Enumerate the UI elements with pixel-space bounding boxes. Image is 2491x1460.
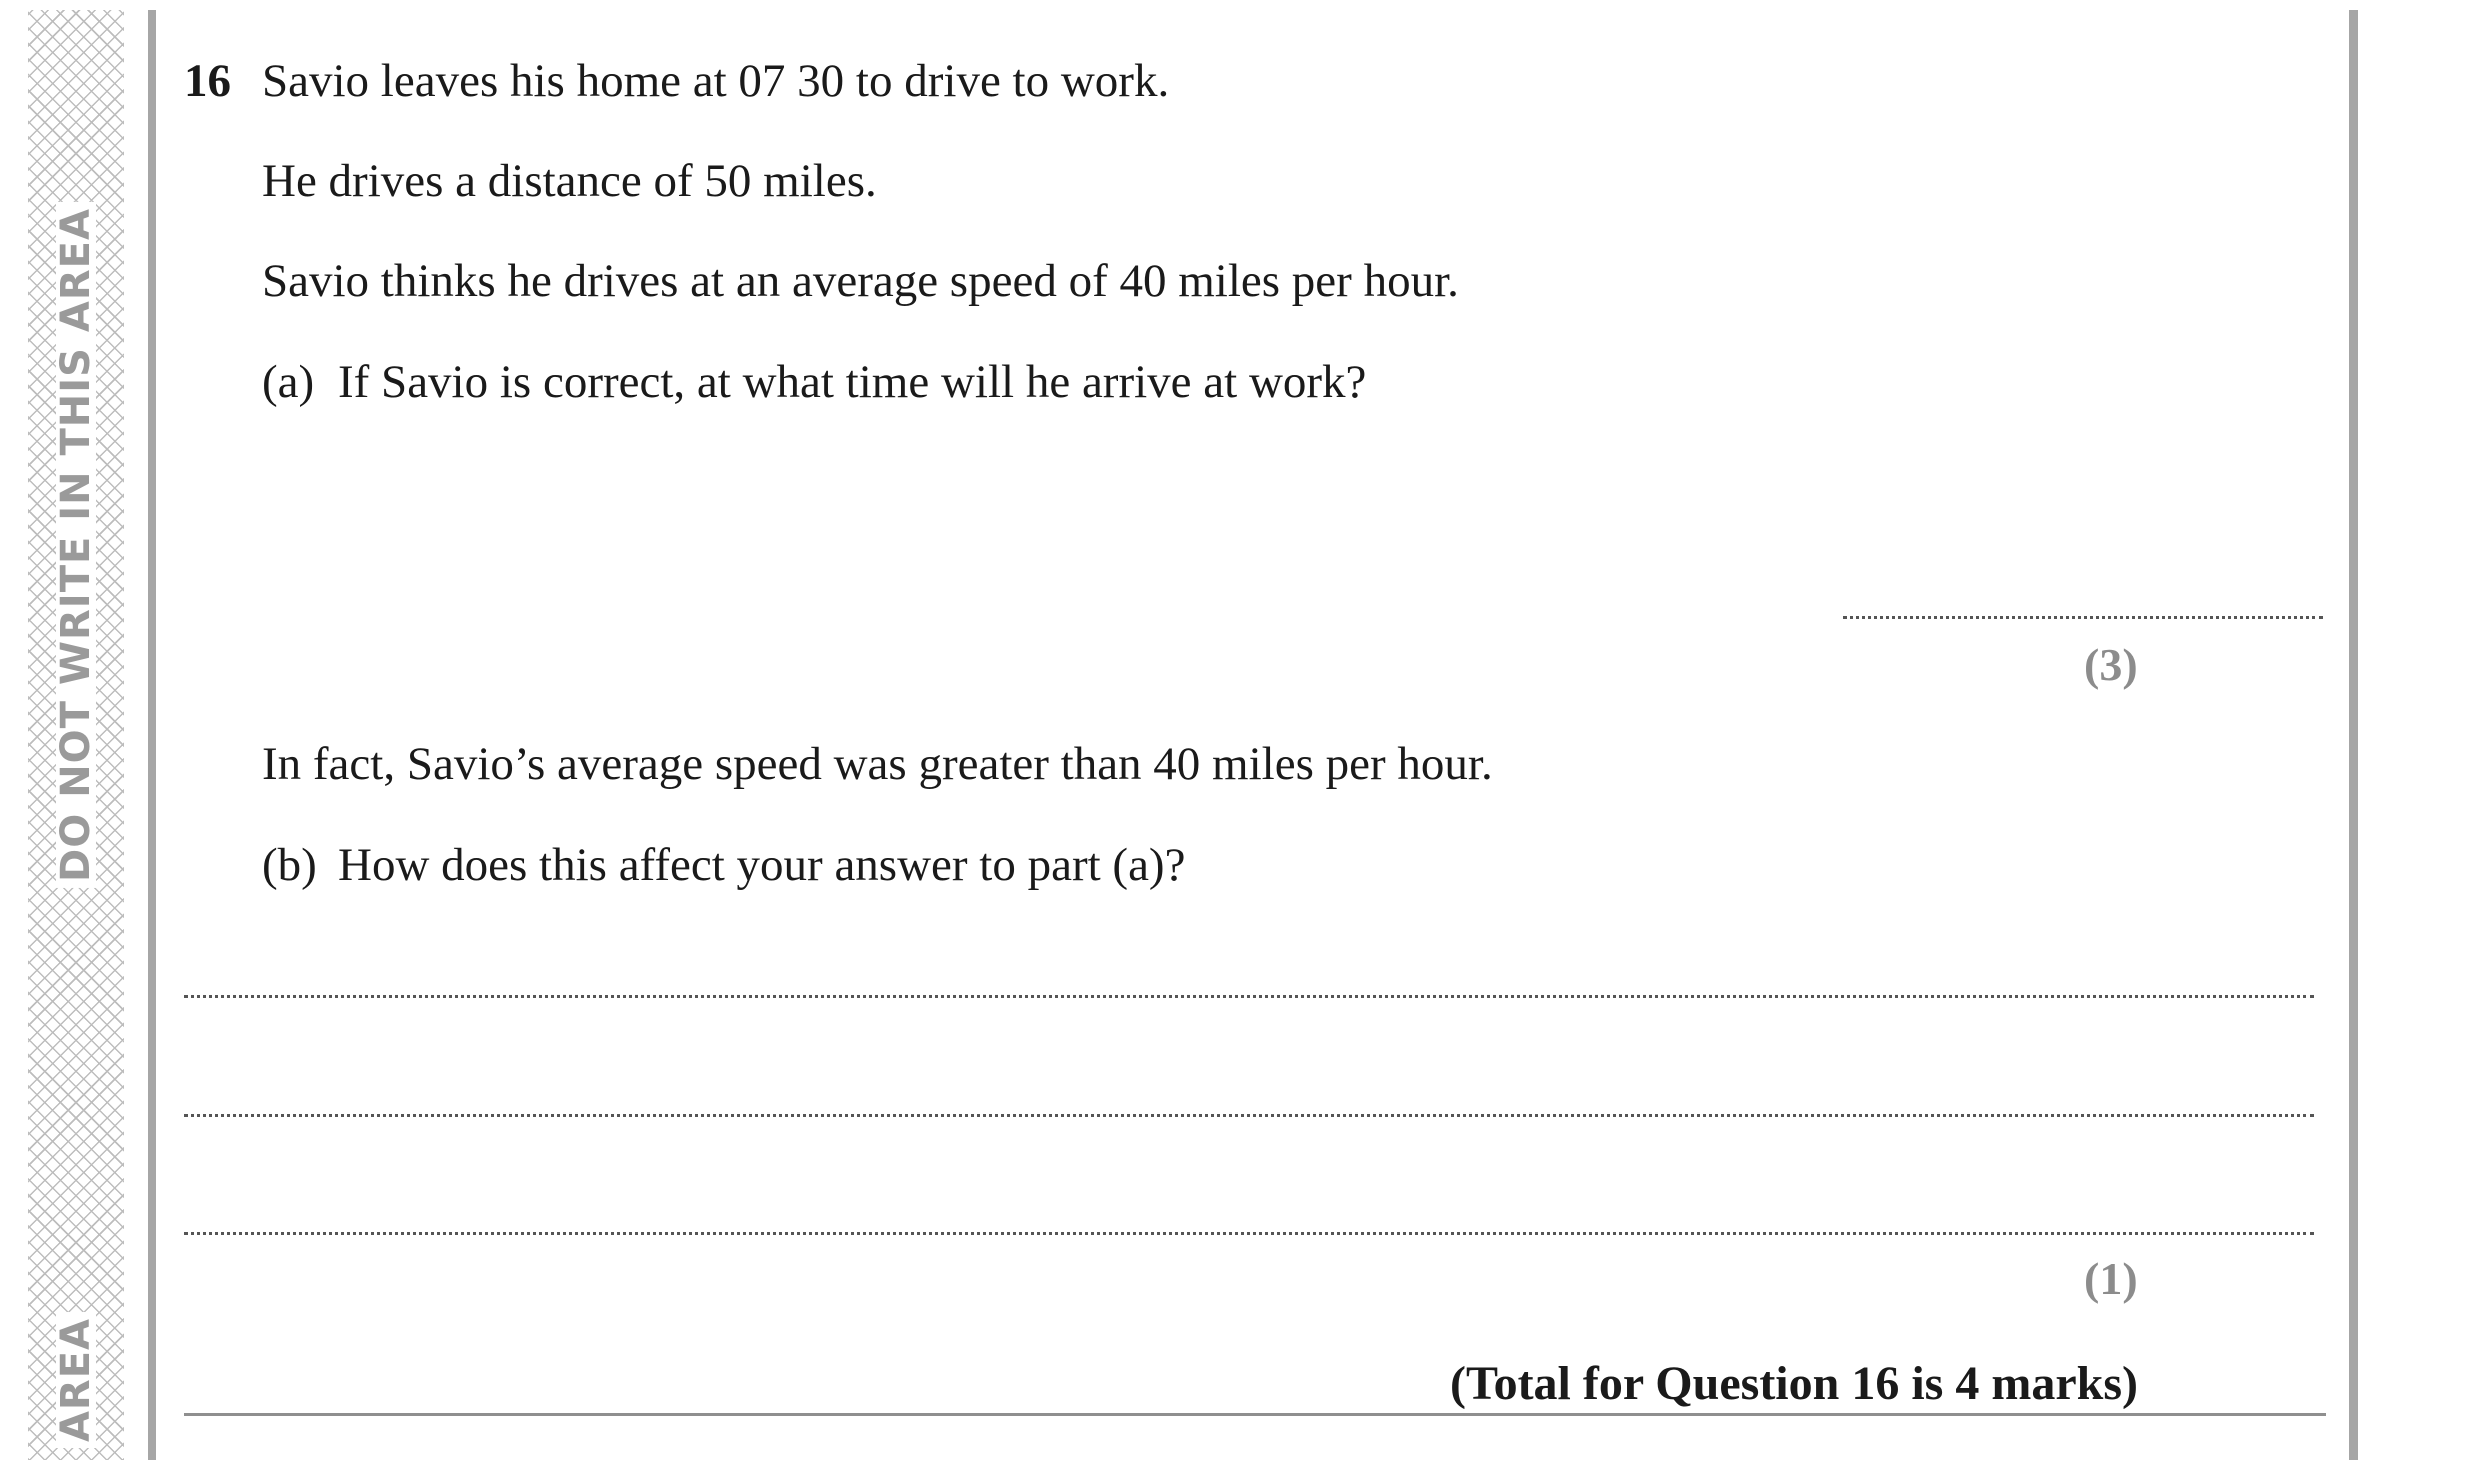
- part-a-marks: (3): [2084, 639, 2138, 690]
- part-b-question: How does this affect your answer to part (a)?: [338, 839, 1186, 891]
- question-total-marks: (Total for Question 16 is 4 marks): [1449, 1357, 2138, 1410]
- part-b-answer-line-3[interactable]: [184, 1232, 2314, 1235]
- part-a-answer-line[interactable]: [1843, 616, 2323, 619]
- question-line-3: Savio thinks he drives at an average speed of 40 miles per hour.: [262, 255, 1459, 307]
- question-number: 16: [184, 55, 231, 107]
- question-end-rule: [184, 1413, 2326, 1416]
- margin-warning-text: DO NOT WRITE IN THIS AREA: [56, 202, 96, 888]
- page-border-left: [148, 10, 156, 1460]
- part-b-marks: (1): [2084, 1253, 2138, 1304]
- part-b-answer-line-2[interactable]: [184, 1114, 2314, 1117]
- fact-statement: In fact, Savio’s average speed was greater than 40 miles per hour.: [262, 738, 1493, 790]
- margin-warning-text-fragment: AREA: [56, 1312, 96, 1448]
- question-line-2: He drives a distance of 50 miles.: [262, 155, 877, 207]
- part-a-label: (a): [262, 356, 315, 408]
- question-line-1: Savio leaves his home at 07 30 to drive to work.: [262, 55, 1170, 107]
- part-a-question: If Savio is correct, at what time will he arrive at work?: [338, 356, 1367, 408]
- page-border-right: [2349, 10, 2358, 1460]
- part-b-answer-line-1[interactable]: [184, 995, 2314, 998]
- part-b-label: (b): [262, 839, 317, 891]
